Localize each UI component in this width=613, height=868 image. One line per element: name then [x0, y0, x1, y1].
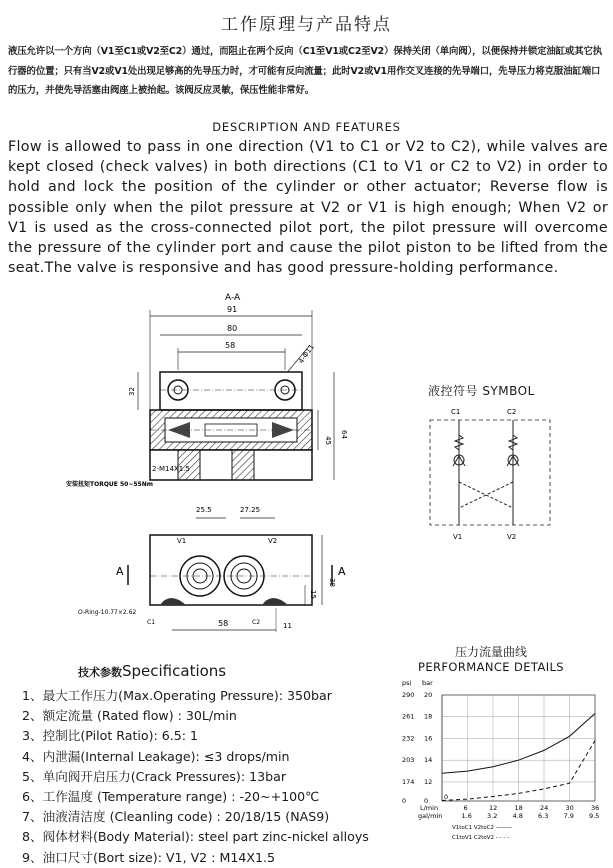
spec-list	[22, 686, 402, 868]
section-marker-right: A	[338, 565, 346, 578]
x-tick-lmin: 36	[591, 804, 600, 812]
legend-entry: C1toV1 C2toV2 - - - -	[452, 835, 509, 841]
x-tick-galmin: 1.6	[461, 812, 472, 820]
spec-item: 1、最大工作压力(Max.Operating Pressure): 350bar	[22, 688, 332, 703]
x-tick-galmin: 3.2	[487, 812, 498, 820]
dim-45: 45	[324, 436, 332, 445]
spec-item: 6、工作温度 (Temperature range) : -20~+100℃	[22, 789, 320, 805]
y-unit-bar: bar	[422, 679, 433, 687]
description-cn: 液压允许以一个方向（V1至C1或V2至C2）通过，而阻止在两个反向（C1至V1或C2至V2）保持关闭（单向阀），以便保持并锁定油缸或其它执行器的位置；只有当V2或V1处出现足够高的先导压力时，才可能有反向流量；此时V2或V1用作交叉连接的先导端口，先导压力将克服油缸端口的压力，并使先导活塞由阀座上被抬起。该阀反应灵敏，保压性能非常好。	[8, 46, 603, 96]
y-tick-psi: 290	[402, 691, 415, 699]
spec-title	[78, 662, 226, 680]
spec-item: 4、内泄漏(Internal Leakage): ≤3 drops/min	[22, 748, 290, 764]
dim-25-5: 25.5	[196, 506, 212, 514]
torque-note: 安装扭矩TORQUE 50~55Nm	[66, 481, 153, 488]
x-unit-lmin: L/min	[420, 804, 439, 812]
x-tick-lmin: 6	[463, 804, 468, 812]
dim-58: 58	[225, 341, 236, 350]
y-tick-bar: 12	[424, 777, 433, 786]
description-en: Flow is allowed to pass in one direction (V1 to C1 or V2 to C2), while valves are kept closed (check valves) in both directions (C1 to V1 or C2 to V2) in order to hold and lock the position of the cylinder or other actuator; Reverse flow is possible only when the pilot pressure at V2 or V1 is high enough; When V2 or V1 is used as the cross-connected pilot port, the pilot pressure will overcome the pressure of the cylinder port and cause the pilot piston to be lifted from the seat.The valve is responsive and has good pressure-holding performance.	[8, 139, 608, 277]
c2-label: C2	[252, 619, 261, 626]
performance-chart	[400, 673, 605, 853]
dim-27-25: 27.25	[240, 506, 261, 514]
dim-11: 11	[283, 622, 292, 630]
spec-item: 5、单向阀开启压力(Crack Pressures): 13bar	[22, 768, 286, 784]
hydraulic-symbol	[425, 400, 555, 545]
y-tick-psi: 232	[402, 734, 415, 743]
x-tick-galmin: 4.8	[512, 812, 523, 820]
performance-title-en: PERFORMANCE DETAILS	[418, 660, 565, 674]
x-tick-lmin: 30	[565, 804, 574, 812]
x-tick-lmin: 12	[489, 804, 498, 812]
y-tick-bar: 20	[424, 691, 433, 699]
symbol-c2: C2	[507, 408, 517, 416]
spec-title-cn: 技术参数	[78, 666, 122, 679]
oring-label: O-Ring-10.77×2.62	[78, 609, 137, 616]
y-tick-psi: 174	[402, 777, 415, 786]
x-unit-galmin: gal/min	[418, 812, 443, 820]
page-title-cn: 工作原理与产品特点	[221, 15, 392, 35]
x-tick-lmin: 24	[540, 804, 549, 812]
spec-title-en: Specifications	[122, 662, 227, 680]
spec-item: 9、油口尺寸(Bort size): V1, V2 : M14X1.5	[22, 849, 275, 865]
dim-80: 80	[227, 324, 238, 333]
x-tick-galmin: 6.3	[538, 812, 549, 820]
dim-hole: 4-Φ11	[297, 343, 316, 366]
y-tick-psi: 0	[402, 797, 407, 805]
x-tick-galmin: 7.9	[563, 812, 574, 820]
spec-item: 8、阀体材料(Body Material): steel part zinc-nickel alloys	[22, 829, 369, 845]
c1-label: C1	[147, 619, 156, 626]
dim-58b: 58	[218, 619, 229, 628]
dim-64: 64	[340, 430, 348, 439]
x-tick-galmin: 9.5	[589, 812, 600, 820]
y-tick-psi: 261	[402, 712, 415, 721]
v1-label: V1	[177, 537, 187, 545]
y-tick-bar: 14	[424, 756, 433, 765]
port-label: 2-M14X1.5	[152, 465, 190, 473]
symbol-v1: V1	[453, 533, 463, 541]
dim-38: 38	[328, 578, 336, 587]
spec-item: 3、控制比(Pilot Ratio): 6.5: 1	[22, 728, 199, 744]
y-tick-psi: 203	[402, 756, 415, 765]
y-tick-bar: 18	[424, 712, 433, 721]
performance-title-cn: 压力流量曲线	[455, 645, 528, 659]
y-tick-bar: 0	[424, 797, 429, 805]
description-heading: DESCRIPTION AND FEATURES	[212, 120, 401, 134]
section-marker-left: A	[116, 565, 124, 578]
origin-label: 0	[444, 793, 449, 801]
y-unit-psi: psi	[402, 679, 412, 687]
symbol-label: 液控符号 SYMBOL	[428, 384, 535, 398]
symbol-c1: C1	[451, 408, 461, 416]
x-tick-lmin: 18	[514, 804, 523, 812]
dim-91: 91	[227, 305, 238, 314]
legend-entry: V1toC1 V2toC2 ———	[452, 825, 513, 831]
dim-32: 32	[128, 387, 136, 396]
spec-item: 7、油液清洁度 (Cleanling code) : 20/18/15 (NAS9)	[22, 809, 330, 825]
y-tick-bar: 16	[424, 734, 433, 743]
dim-15: 15	[309, 590, 317, 599]
spec-item: 2、额定流量 (Rated flow) : 30L/min	[22, 708, 237, 724]
symbol-v2: V2	[507, 533, 517, 541]
section-label: A-A	[225, 293, 241, 303]
v2-label: V2	[268, 537, 278, 545]
